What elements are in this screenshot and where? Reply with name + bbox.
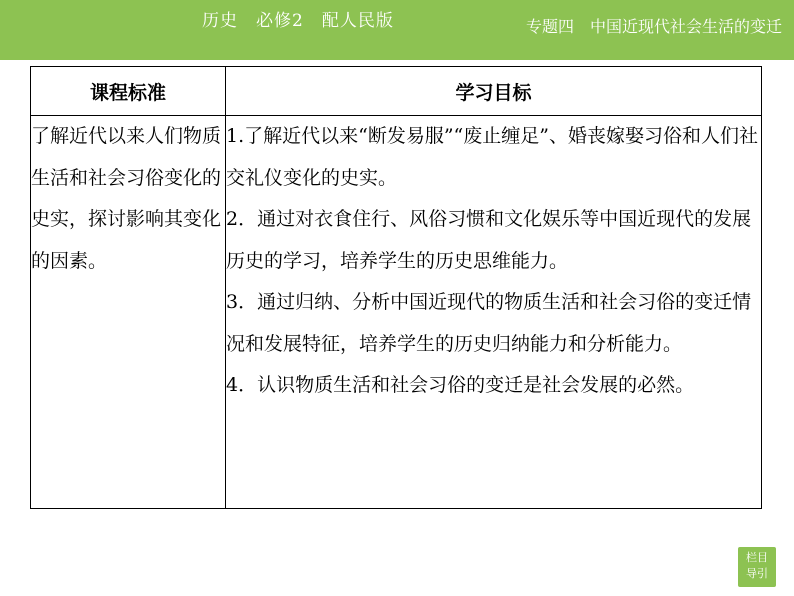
objective-4: 4．认识物质生活和社会习俗的变迁是社会发展的必然。 <box>226 374 695 396</box>
topic-title: 专题四 中国近现代社会生活的变迁 <box>525 17 782 36</box>
course-table <box>30 66 762 509</box>
header-bar <box>0 0 794 60</box>
header-objectives: 学习目标 <box>226 67 762 116</box>
objectives-cell <box>226 116 762 509</box>
header-standard: 课程标准 <box>31 67 226 116</box>
course-title: 历史 必修2 配人民版 <box>202 11 394 31</box>
table-row <box>31 116 762 509</box>
section-nav-button[interactable] <box>738 547 776 587</box>
table-header-row <box>31 67 762 116</box>
standard-cell: 了解近代以来人们物质生活和社会习俗变化的史实，探讨影响其变化的因素。 <box>31 116 226 509</box>
objective-3: 3．通过归纳、分析中国近现代的物质生活和社会习俗的变迁情况和发展特征，培养学生的历史归纳能力和分析能力。 <box>226 291 752 355</box>
objective-1: 1.了解近代以来“断发易服”“废止缠足”、婚丧嫁娶习俗和人们社交礼仪变化的史实。 <box>226 125 758 189</box>
nav-label-line2: 导引 <box>746 567 768 580</box>
nav-label-line1: 栏目 <box>746 551 768 564</box>
objective-2: 2．通过对衣食住行、风俗习惯和文化娱乐等中国近现代的发展历史的学习，培养学生的历史思维能力。 <box>226 208 752 272</box>
